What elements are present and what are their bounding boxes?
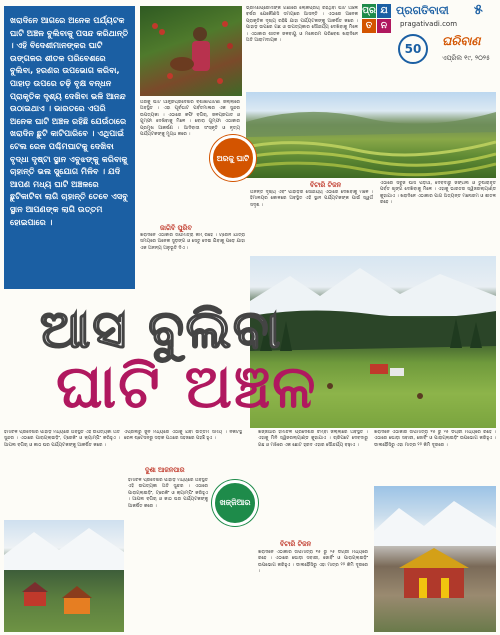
bottom-col-4: ଖରାଦିନେ ଏଠାକାର ତାପମାତ୍ରା ୧୫ ରୁ ୨୫ ଡିଗ୍ରୀ ମଧ୍ୟରେ ରହେ । ଏଠାରେ ଘୋଡ଼ା ସବାରୀ, ଜୋର୍ବିଂ ଓ ପାରାଗ୍ଲାଇଡ଼ିଂ ଉପଭୋଗ କରିହୁଏ । ଡାଲହୌସିରୁ ଏହା ମାତ୍ର ୨୨ କିମି ଦୂରରେ । [374,430,496,448]
headline-line-1: ଆସ ବୁଲିବା [40,300,283,360]
khajjiar-label: ଖଜ୍ଜିଆର [212,480,258,526]
site-url: pragativadi.com [400,20,458,28]
khajjiar-text: ଖରାଦିନେ ଏଠାକାର ତାପମାତ୍ରା ୧୫ ରୁ ୨୫ ଡିଗ୍ରୀ ମଧ୍ୟରେ ରହେ । ଏଠାରେ ଘୋଡ଼ା ସବାରୀ, ଜୋର୍ବିଂ ଓ ପାରାଗ୍ଲାଇଡ଼ିଂ ଉପଭୋଗ କରିହୁଏ । ଡାଲହୌସିରୁ ଏହା ମାତ୍ର ୨୨ କିମି ଦୂରରେ । [258,550,368,575]
right-mid-text: ଏଠାରେ ସବୁଜ ଘାସ ପଡ଼ିଆ, ଦେବଦାରୁ ଜଙ୍ଗଲ ଓ ତୁଷାରାବୃତ ପର୍ବତ ଶୃଙ୍ଗ ଦେଖିବାକୁ ମିଳେ । ଏହାକୁ ଭାରତର ସ୍ୱିଜରଲ୍ୟାଣ୍ଡ କୁହାଯାଏ । ଖରାଦିନେ ଏଠାକାର ପାଗ ଅତ୍ୟନ୍ତ ମନୋରମ ଓ ଶୀତଳ ରହେ । [380,181,496,206]
headline-line-2: ଘାଟି ଅଞ୍ଚଳ [56,352,318,422]
khajjiar-subhead: ବିଟାରି ଟିଜନ [280,540,312,548]
bottom-col-2: ଏପ୍ରିଲରୁ ଜୁନ ମଧ୍ୟରେ ଏଠାକୁ ଯିବା ଉତ୍ତମ ସମୟ । ନିକଟସ୍ଥ ରେଳ ଷ୍ଟେସନରୁ ସଡ଼କ ପଥରେ ସହଜରେ ପହଞ୍ଚି ହୁଏ । [124,430,242,442]
bottom-col-1: ହିମାଚଳ ପ୍ରଦେଶର ପାହାଡ଼ ମଧ୍ୟରେ ଅବସ୍ଥିତ ଏହି ଉପତ୍ୟକା ଅତି ସୁନ୍ଦର । ଏଠାରେ ପାରାଗ୍ଲାଇଡ଼ିଂ, ଟ୍ରେକିଂ ଓ କ୍ୟାମ୍ପିଂ କରିହୁଏ । ଆପଲ ବଗିଚା ଓ କାଠ ଘର ପର୍ଯ୍ୟଟକଙ୍କୁ ଆକର୍ଷିତ କରେ । [4,430,120,448]
kishi-subhead: ବିଟାରି ଟିଜନ [310,181,342,189]
prayatna-letter-1: ପ୍ର [362,6,376,16]
brand-name: ପ୍ରଗତିବାଦୀ [396,4,449,17]
araku-text-2: ଖରାଦିନେ ଏଠାକାର ତାପମାତ୍ରା କମ୍ ରହେ । ଟ୍ରେନ ଯାତ୍ରା ସମୟରେ ଅନେକ ସୁଡ଼ଙ୍ଗ ଓ ସେତୁ ଦେଇ ଯିବାକୁ ପଡ଼େ ଯାହା ଏକ ଅନନ୍ୟ ଅନୁଭୂତି ଦିଏ । [140,233,245,251]
terrace-illustration [246,92,496,178]
village-photo [4,520,124,632]
intro-text: ଖରାଦିନେ ଆଗରେ ଅନେକ ପର୍ଯ୍ୟଟକ ଘାଟି ଅଞ୍ଚଳ ବୁଲିବାକୁ ପସନ୍ଦ କରିଥାନ୍ତି । ଏହି ବିଦେଶୀମାନଙ୍କର ଘାଟି ଉଙ୍ଗଳର ଶୀତଳ ପରିବେଶରେ ବୁଲିବା, ହରଣର ଉପଭୋଗ କରିବା, ପାହାଡ଼ ଉପରେ ଚଢ଼ି ବୃକ୍ଷ ବନ୍ଧନ ପ୍ରାକୃତିକ ଦୃଶ୍ୟ ଦେଖିବା ଭଳି ଆନନ୍ଦ ଉଠାଇଥାଏ । ଭାରତରେ ଏପରି ଅନେକ ଘାଟି ଅଞ୍ଚଳ ରହିଛି ଯେଉଁଠାରେ ଖରାଦିନ ଛୁଟି କାଟିପାରିବେ । ଏଥିପାଇଁ ଟେଲ ରେଳ ପଶ୍ଚିମଘାଟକୁ ଦେଖିବା ବୃଦ୍ଧା ଦୃଷ୍ଟା ସ୍ଥାନ ଏବୁଝଙ୍କୁ କରିବାକୁ ଚାହାନ୍ତି ଭଲ ସୁଯୋଗ ମିଳିବ । ଯଦି ଆପଣ ମଧ୍ୟ ଘାଟି ଅଞ୍ଚଳରେ ଛୁଟିକାଟିବା ଲାଗି ଚାହାନ୍ତି ତେବେ ଏସବୁ ସ୍ଥାନ ଆପଣଙ୍କ ଲାଗି ଉତ୍ତମ ହୋଇପାରେ । [10,15,129,227]
kishi-text: ଅନନ୍ତ ଦୃଶ୍ୟ ଏବଂ ପାହାଡ଼ର ସୌନ୍ଦର୍ଯ୍ୟ ଏଠାରେ ଦେଖିବାକୁ ମିଳେ । ହିମାଳୟର କୋଳରେ ଅବସ୍ଥିତ ଏହି ସ୍ଥାନ ପର୍ଯ୍ୟଟକଙ୍କ ପାଇଁ ସ୍ୱର୍ଗ ସଦୃଶ । [250,190,373,208]
rice-terrace-photo [246,92,496,178]
top-middle-text: ଭ୍ରମଣପ୍ରେମୀଙ୍କ ଗଣାରେ ଲୋକପ୍ରିୟ ରହିଥିବା ଘାଟି ଅଞ୍ଚଳ ବର୍ଷର ଯେକୌଣସି ସମୟରେ ଆସନ୍ତି । ଏଠାରେ ଅନେକ ପ୍ରାକୃତିକ ଦୃଶ୍ୟ ରହିଛି ଯାହା ପର୍ଯ୍ୟଟକଙ୍କୁ ଆକର୍ଷିତ କରେ । ପାହାଡ଼ ଉପରେ ଗଛ ଓ ଉପତ୍ୟକାର ସୌନ୍ଦର୍ଯ୍ୟ ଦେଖିବାକୁ ମିଳେ । ଏଠାକାର ଶୀତଳ ଜଳବାୟୁ ଓ ମନୋରମ ପରିବେଶ ଖରାଦିନେ ଅତି ଆରାମଦାୟକ । [246,6,358,44]
page-number: ୫ [474,2,483,18]
coffee-picker-illustration [140,6,242,96]
prayatna-letter-2: ଯ [377,4,391,18]
masthead [362,4,496,82]
bottom-col-3: ଖଜ୍ଜିଆର ହିମାଚଳ ପ୍ରଦେଶର ଚମ୍ବା ଜିଲ୍ଲାରେ ଅବସ୍ଥିତ । ଏହାକୁ ମିନି ସ୍ୱିଜରଲ୍ୟାଣ୍ଡ କୁହାଯାଏ । ଚାରିପଟେ ଦେବଦାରୁ ଗଛ ଓ ମଝିରେ ଏକ ଛୋଟ ହ୍ରଦ ଏହାର ସୌନ୍ଦର୍ଯ୍ୟ ବଢ଼ାଏ । [258,430,368,448]
araku-text: ଅରକୁ ଘାଟି ଆନ୍ଧ୍ରପ୍ରଦେଶର ବିଶାଖାପାଟଣା ଜିଲ୍ଲାରେ ଅବସ୍ଥିତ । ଏହା ପୂର୍ବଘାଟ ପର୍ବତମାଳାର ଏକ ସୁନ୍ଦର ଉପତ୍ୟକା । ଏଠାରେ କଫି ବଗିଚା, ଜଳପ୍ରପାତ ଓ ଗୁମ୍ଫା ଦେଖିବାକୁ ମିଳେ । ବୋରା ଗୁମ୍ଫା ଏଠାକାର ପ୍ରମୁଖ ଆକର୍ଷଣ । ଆଦିବାସୀ ସଂସ୍କୃତି ଓ ନୃତ୍ୟ ପର୍ଯ୍ୟଟକଙ୍କୁ ମୁଗ୍ଧ କରେ । [140,100,240,138]
araku-subhead: ଜାଗିବି ପୁରିବ [160,224,192,232]
prayatna-letter-3: ତ [362,19,376,33]
monastery-illustration [374,486,496,632]
section-name: ଘରିବାଣ [442,34,481,48]
prayatna-letter-4: ନ [377,19,391,33]
anniversary-badge: 50 [398,34,428,64]
bottom-col-2b: ହିମାଚଳ ପ୍ରଦେଶର ପାହାଡ଼ ମଧ୍ୟରେ ଅବସ୍ଥିତ ଏହି ଉପତ୍ୟକା ଅତି ସୁନ୍ଦର । ଏଠାରେ ପାରାଗ୍ଲାଇଡ଼ିଂ, ଟ୍ରେକିଂ ଓ କ୍ୟାମ୍ପିଂ କରିହୁଏ । ଆପଲ ବଗିଚା ଓ କାଠ ଘର ପର୍ଯ୍ୟଟକଙ୍କୁ ଆକର୍ଷିତ କରେ । [128,478,208,509]
issue-date: ଏପ୍ରିଲ ୧୯, ୨୦୨୫ [442,54,491,62]
kausani-subhead: ଦୁଶା ଆଜନପାର [145,466,185,474]
coffee-photo [140,6,242,96]
intro-box [4,6,135,289]
village-illustration [4,520,124,632]
monastery-photo [374,486,496,632]
araku-label: ଅରକୁ ଘାଟି [210,135,256,181]
